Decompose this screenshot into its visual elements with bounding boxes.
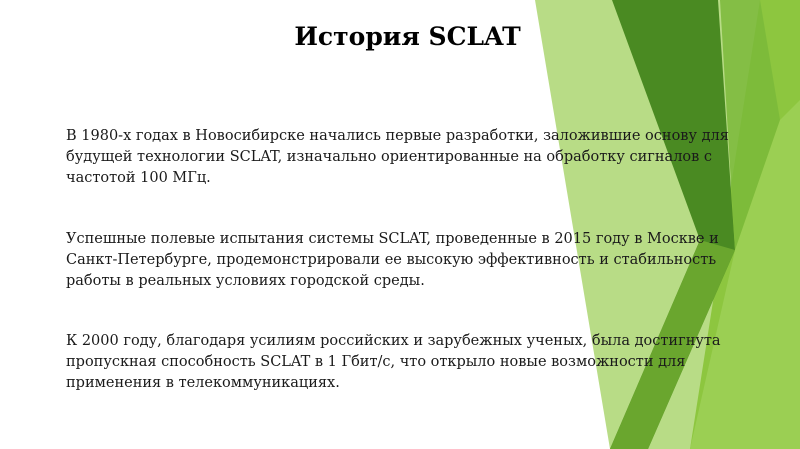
paragraph-2000-bandwidth: К 2000 году, благодаря усилиям российских и зарубежных ученых, была достигнута пропускная способность SCLAT в 1 Гбит/с, что открыло новые возможности для применения в телекоммуникациях. xyxy=(66,333,721,391)
paragraph-field-tests: Успешные полевые испытания системы SCLAT, проведенные в 2015 году в Москве и Санкт-Петербурге, продемонстрировали ее высокую эффективность и стабильность работы в реальных условиях городской среды. xyxy=(66,231,719,289)
slide-title: История SCLAT xyxy=(294,22,521,51)
paragraph-1980s: В 1980-х годах в Новосибирске начались первые разработки, заложившие основу для будущей технологии SCLAT, изначально ориентированные на обработку сигналов с частотой 100 МГц. xyxy=(66,128,729,186)
